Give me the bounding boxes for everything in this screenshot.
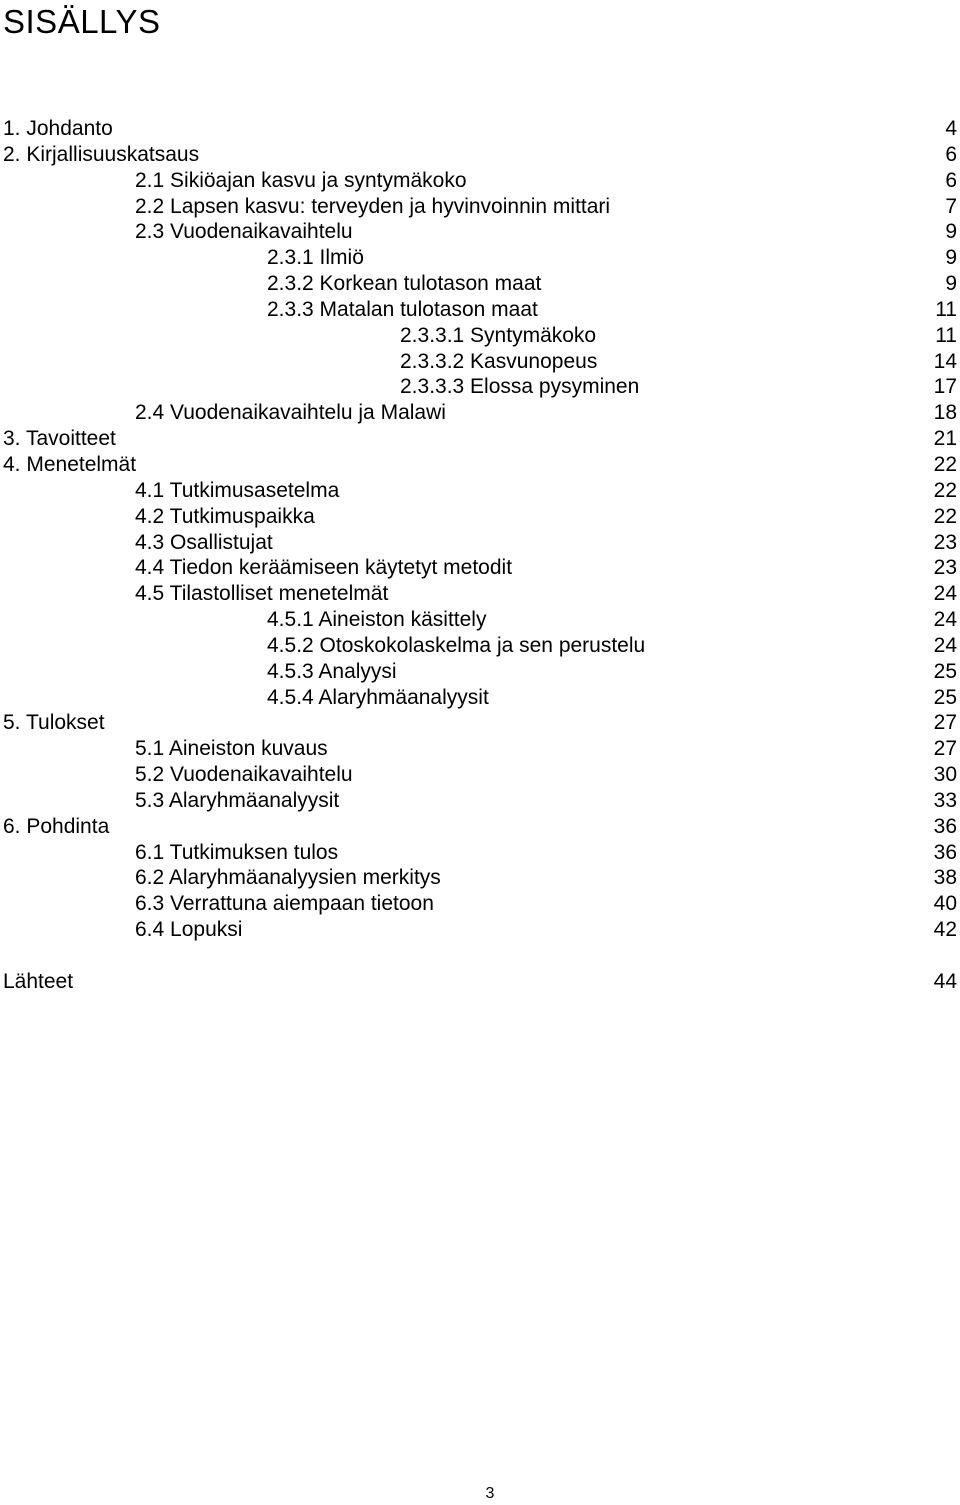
toc-entry <box>0 633 960 659</box>
toc-entry-page: 9 <box>945 220 957 244</box>
toc-entry <box>0 555 960 581</box>
toc-entry-page: 4 <box>945 117 957 140</box>
toc-entry-label: 2. Kirjallisuuskatsaus <box>3 142 200 166</box>
toc-entry <box>0 917 960 943</box>
toc-entry-page: 18 <box>933 401 957 425</box>
toc-entry-label: 5.1 Aineiston kuvaus <box>135 737 328 761</box>
toc-entry <box>0 271 960 297</box>
toc-entry-label: 2.3.3.2 Kasvunopeus <box>400 349 598 373</box>
toc-entry <box>0 814 960 840</box>
toc-entry-label: 5.2 Vuodenaikavaihtelu <box>135 763 353 787</box>
toc-entry-page: 38 <box>933 866 957 890</box>
toc-entry <box>0 504 960 530</box>
toc-entry-page: 30 <box>933 763 957 787</box>
toc-entry-label: 4.4 Tiedon keräämiseen käytetyt metodit <box>135 556 513 580</box>
toc-entry-page: 25 <box>933 685 957 709</box>
toc-entry-label: 2.3 Vuodenaikavaihtelu <box>135 220 353 244</box>
toc-entry-label: 6.4 Lopuksi <box>135 918 243 942</box>
toc-entry-label: Lähteet <box>3 970 74 993</box>
toc-entry <box>0 142 960 168</box>
toc-entry-page: 22 <box>933 478 957 502</box>
toc-entry-page: 17 <box>933 375 957 399</box>
toc-entry <box>0 323 960 349</box>
toc-entry <box>0 297 960 323</box>
toc-entry-page: 9 <box>945 246 957 270</box>
toc-entry-page: 36 <box>933 840 957 864</box>
toc-entry <box>0 168 960 194</box>
toc-entry <box>0 116 960 142</box>
toc-entry-label: 6.1 Tutkimuksen tulos <box>135 840 339 864</box>
toc-entry-page: 40 <box>933 892 957 916</box>
toc-entry <box>0 426 960 452</box>
toc-entry-page: 7 <box>945 194 957 218</box>
toc-entry <box>0 530 960 556</box>
toc-entry <box>0 349 960 375</box>
toc-entry <box>0 840 960 866</box>
toc-entry <box>0 865 960 891</box>
toc-entry <box>0 659 960 685</box>
toc-entry-page: 6 <box>945 168 957 192</box>
toc-entry <box>0 710 960 736</box>
toc-entry-label: 2.3.3.3 Elossa pysyminen <box>400 375 640 399</box>
toc-entry <box>0 452 960 478</box>
toc-entry-label: 4.5.3 Analyysi <box>267 659 397 683</box>
toc-entry-page: 36 <box>933 814 957 838</box>
toc-entry-label: 3. Tavoitteet <box>3 427 116 451</box>
toc-entry-page: 14 <box>933 349 957 373</box>
toc-entry-label: 2.3.3.1 Syntymäkoko <box>400 323 597 347</box>
toc-entry-label: 4.1 Tutkimusasetelma <box>135 478 340 502</box>
toc-entry-page: 21 <box>933 427 957 451</box>
toc-entry-label: 1. Johdanto <box>3 117 113 140</box>
toc-entry-page: 24 <box>933 608 957 632</box>
toc-entry-page: 11 <box>935 323 957 347</box>
toc-entry-label: 4.5.2 Otoskokolaskelma ja sen perustelu <box>267 633 646 657</box>
toc-entry-label: 6.3 Verrattuna aiempaan tietoon <box>135 892 434 916</box>
toc-entry-label: 2.2 Lapsen kasvu: terveyden ja hyvinvoinnin mittari <box>135 194 611 218</box>
toc-entry-label: 4.5 Tilastolliset menetelmät <box>135 582 389 606</box>
toc-entry-label: 5.3 Alaryhmäanalyysit <box>135 788 340 812</box>
table-of-contents <box>0 116 960 995</box>
toc-entry-page: 22 <box>933 504 957 528</box>
toc-entry-page: 24 <box>933 633 957 657</box>
toc-entry <box>0 194 960 220</box>
toc-entry-page: 23 <box>933 530 957 554</box>
toc-entry <box>0 685 960 711</box>
toc-entry-label: 4.5.4 Alaryhmäanalyysit <box>267 685 489 709</box>
toc-entry <box>0 219 960 245</box>
toc-entry <box>0 762 960 788</box>
toc-entry-label: 4.5.1 Aineiston käsittely <box>267 608 487 632</box>
toc-entry-page: 33 <box>933 788 957 812</box>
toc-entry-page: 42 <box>933 918 957 942</box>
toc-entry <box>0 891 960 917</box>
toc-entry-label: 2.3.1 Ilmiö <box>267 246 364 270</box>
toc-entry <box>0 969 960 995</box>
toc-entry-label: 2.1 Sikiöajan kasvu ja syntymäkoko <box>135 168 467 192</box>
toc-entry-label: 4.3 Osallistujat <box>135 530 273 554</box>
toc-entry-page: 25 <box>933 659 957 683</box>
toc-entry <box>0 374 960 400</box>
toc-entry <box>0 581 960 607</box>
page-number: 3 <box>485 1485 495 1502</box>
toc-entry-label: 4.2 Tutkimuspaikka <box>135 504 315 528</box>
toc-entry-page: 27 <box>933 711 957 735</box>
toc-entry-label: 2.3.3 Matalan tulotason maat <box>267 297 538 321</box>
toc-entry-label: 4. Menetelmät <box>3 452 137 476</box>
toc-entry-page: 27 <box>933 737 957 761</box>
toc-entry-label: 6. Pohdinta <box>3 814 110 838</box>
toc-entry <box>0 478 960 504</box>
toc-entry <box>0 400 960 426</box>
page-title: SISÄLLYS <box>3 3 161 40</box>
toc-entry-page: 11 <box>935 297 957 321</box>
toc-entry-page: 23 <box>933 556 957 580</box>
toc-entry <box>0 607 960 633</box>
toc-entry <box>0 788 960 814</box>
toc-entry-label: 2.3.2 Korkean tulotason maat <box>267 272 542 296</box>
toc-entry-label: 2.4 Vuodenaikavaihtelu ja Malawi <box>135 401 446 425</box>
toc-entry-page: 6 <box>945 142 957 166</box>
toc-entry-page: 9 <box>945 272 957 296</box>
toc-entry-label: 6.2 Alaryhmäanalyysien merkitys <box>135 866 441 890</box>
toc-entry <box>0 736 960 762</box>
toc-entry-page: 44 <box>933 970 957 993</box>
toc-entry <box>0 245 960 271</box>
toc-entry-page: 22 <box>933 452 957 476</box>
toc-entry-page: 24 <box>933 582 957 606</box>
toc-entry-label: 5. Tulokset <box>3 711 105 735</box>
